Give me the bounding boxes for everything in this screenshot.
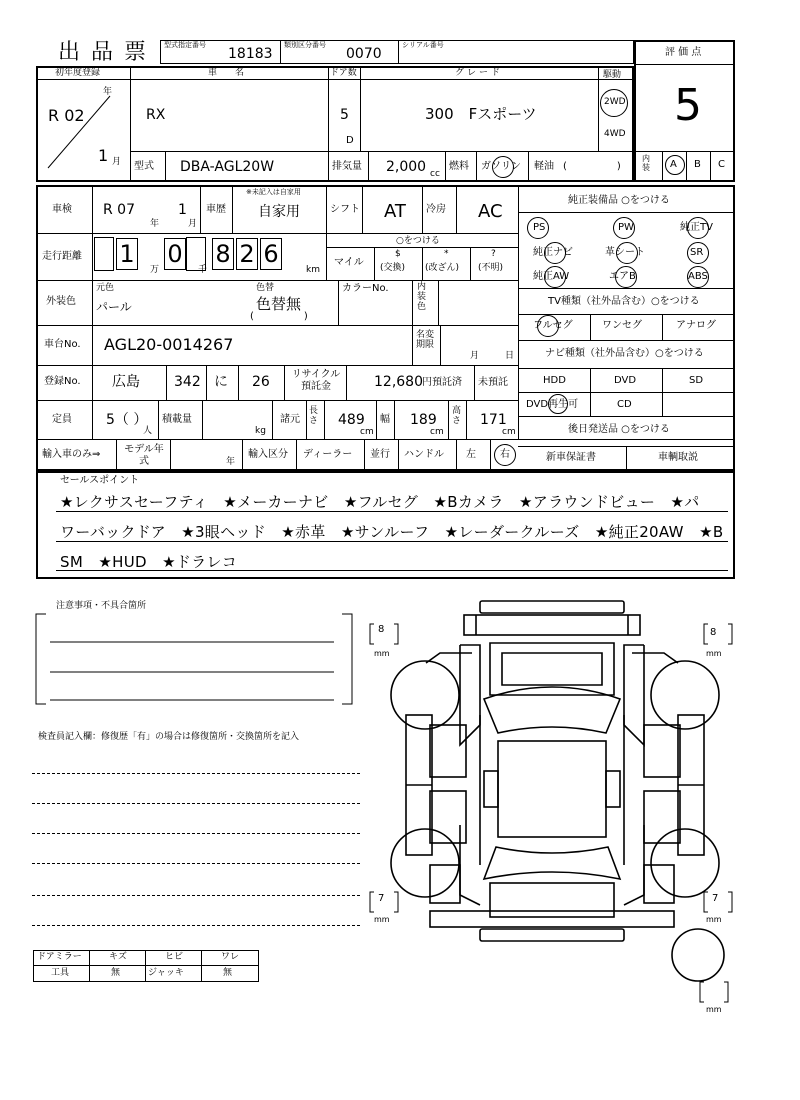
mileage-digit: 0 (164, 238, 186, 270)
inspection-year-unit: 年 (150, 219, 160, 229)
jyosei-label: 諸元 (280, 414, 300, 425)
sales-point-line: SM ★HUD ★ドラレコ (60, 553, 238, 571)
equip-aw-circle (544, 266, 566, 288)
mileage-digit: 2 (236, 238, 258, 270)
equip-pw: PW (618, 222, 634, 233)
mileage-digit: 8 (212, 238, 234, 270)
tire-front-right: 8 (710, 627, 717, 638)
equip-leather-circle (616, 242, 638, 264)
table-cell: 無 (223, 968, 233, 978)
man-unit: 万 (150, 265, 160, 275)
first-reg-year: R 02 (48, 106, 85, 125)
unknown-symbol: ? (491, 249, 496, 259)
equip-abs: ABS (688, 271, 708, 282)
model-label: 型式 (134, 161, 154, 172)
length-unit: cm (360, 427, 374, 437)
width: 189 (410, 412, 437, 428)
history: 自家用 (258, 204, 300, 220)
interior-c: C (718, 159, 725, 170)
score-label: 評 価 点 (665, 47, 702, 58)
ac: AC (478, 201, 503, 222)
handle-label: ハンドル (404, 449, 444, 460)
inspection-month: 1 (178, 202, 187, 218)
model-year-unit: 年 (226, 457, 236, 467)
reg-label: 登録No. (44, 376, 81, 387)
inspection-month-unit: 月 (188, 219, 198, 229)
fuel-paren: ( ) (563, 161, 621, 172)
displacement: 2,000 (386, 159, 427, 175)
ac-label: 冷房 (426, 204, 446, 215)
exchange-option: (交換) (380, 263, 406, 273)
reg-number: 26 (252, 374, 270, 390)
sen-unit: 千 (198, 265, 208, 275)
sales-points-label: セールスポイント (60, 475, 140, 486)
interior-label: 内装 (642, 154, 650, 172)
kg-unit: kg (255, 426, 266, 436)
navi-dvd: DVD (614, 375, 637, 386)
mileage-mark-note: ○をつける (396, 236, 440, 246)
color-change: 色替無 (256, 295, 302, 313)
table-cell: 無 (111, 968, 121, 978)
tire-front-right-unit: mm (706, 649, 722, 658)
fuel-label: 燃料 (449, 161, 469, 172)
inspector-label: 検査員記入欄：修復歴「有」の場合は修復箇所・交換箇所を記入 (38, 732, 300, 742)
history-note: ※未記入は自家用 (246, 188, 301, 196)
model-designation-label: 型式指定番号 (164, 41, 206, 49)
drive-4wd: 4WD (604, 129, 626, 139)
car-damage-diagram (380, 595, 730, 1015)
import-parallel: 並行 (370, 449, 390, 460)
tire-rear-left: 7 (378, 893, 385, 904)
grade: 300 Fスポーツ (425, 105, 537, 123)
color-change-paren: ( ) (250, 311, 308, 322)
equip-sr-circle (687, 242, 709, 264)
person-unit: 人 (143, 426, 153, 436)
capacity: 5（ ） (106, 412, 148, 428)
cc-unit: cc (430, 169, 440, 179)
color-no-label: カラーNo. (342, 283, 389, 294)
tamper-symbol: * (444, 249, 449, 259)
table-header: ヒビ (165, 952, 184, 962)
door-count: 5 (340, 107, 349, 123)
navi-dvd-play-circle (548, 394, 568, 414)
width-label: 幅 (380, 414, 390, 425)
inspection-year: R 07 (103, 202, 135, 218)
chassis-value: AGL20-0014267 (104, 335, 234, 354)
history-label: 車歴 (206, 204, 226, 215)
tv-analog: アナログ (676, 320, 716, 331)
equip-tv-circle (687, 217, 709, 239)
color-label: 外装色 (46, 296, 76, 307)
height-label: 高さ (452, 406, 462, 426)
fuel-gasoline-circle (492, 156, 514, 178)
reg-class: 342 (174, 374, 201, 390)
mileage-digit: 1 (116, 238, 138, 270)
car-name: RX (146, 107, 166, 123)
interior-b: B (694, 159, 701, 170)
caution-bracket (34, 608, 354, 710)
table-header: ドアミラー (37, 952, 82, 962)
recycle-unpaid: 未預託 (478, 377, 508, 388)
mileage-label: 走行距離 (42, 251, 82, 262)
mile-option: マイル (334, 257, 364, 268)
fuel-diesel: 軽油 (534, 161, 554, 172)
drive-2wd-circle (600, 89, 628, 117)
exchange-symbol: $ (395, 249, 401, 259)
grade-label: グレード (455, 68, 504, 78)
equip-navi: 純正ナビ (533, 247, 573, 258)
equip-leather: 革シート (605, 247, 645, 258)
tv-oneseg: ワンセグ (602, 320, 642, 331)
transfer-day-unit: 日 (505, 351, 515, 361)
followup-warranty: 新車保証書 (546, 452, 596, 463)
year-unit: 年 (103, 87, 113, 97)
score-value: 5 (674, 80, 702, 131)
table-cell: 工具 (51, 968, 70, 978)
equip-sr: SR (690, 247, 704, 258)
tire-bracket-front-right (702, 622, 742, 652)
equip-ps-circle (527, 217, 549, 239)
reg-area: 広島 (112, 374, 140, 390)
tire-rear-right: 7 (712, 893, 719, 904)
items-table (33, 950, 259, 982)
shift-label: シフト (330, 204, 360, 215)
fuel-gasoline: ガソリン (481, 161, 521, 172)
tv-title: TV種類（社外品含む）○をつける (548, 296, 700, 307)
classification-value: 0070 (346, 46, 382, 62)
tv-fullseg: フルセグ (533, 320, 573, 331)
equip-airbag-circle (615, 266, 637, 288)
recycle-amount: 12,680 (374, 374, 423, 390)
car-name-label: 車 名 (208, 68, 245, 78)
navi-dvd-play: DVD再生可 (526, 399, 579, 410)
door-suffix: D (346, 135, 354, 146)
equip-airbag: エアB (609, 271, 636, 282)
tire-bracket-front-left (368, 622, 408, 652)
inspection-label: 車検 (52, 204, 72, 215)
tire-front-left-unit: mm (374, 649, 390, 658)
tire-front-left: 8 (378, 624, 385, 635)
model: DBA-AGL20W (180, 159, 275, 175)
km-unit: km (306, 265, 320, 275)
followup-title: 後日発送品 ○をつける (568, 424, 670, 435)
first-reg-label: 初年度登録 (55, 68, 101, 78)
recycle-label: リサイクル預託金 (291, 369, 341, 392)
serial-label: シリアル番号 (402, 41, 444, 49)
handle-right: 右 (500, 449, 510, 460)
drive-2wd: 2WD (604, 97, 626, 107)
equip-abs-circle (687, 266, 709, 288)
shift: AT (384, 201, 406, 222)
equip-aw: 純正AW (533, 271, 570, 282)
month-unit: 月 (112, 157, 122, 167)
classification-label: 類別区分番号 (284, 41, 326, 49)
table-cell: ジャッキ (148, 968, 184, 978)
handle-right-circle (494, 444, 516, 466)
tire-rear-right-unit: mm (706, 915, 722, 924)
tire-rear-left-unit: mm (374, 915, 390, 924)
interior-color-label: 内装色 (417, 282, 427, 312)
tv-fullseg-circle (537, 315, 559, 337)
import-dealer: ディーラー (303, 449, 353, 460)
length: 489 (338, 412, 365, 428)
orig-color: パール (96, 300, 132, 314)
interior-a-circle (665, 155, 685, 175)
navi-cd: CD (617, 399, 632, 410)
first-reg-month: 1 (98, 146, 109, 165)
table-header: キズ (109, 952, 127, 962)
drive-label: 駆動 (603, 70, 622, 80)
model-year-label: モデル年式 (124, 444, 164, 467)
displacement-label: 排気量 (332, 161, 362, 172)
length-label: 長さ (309, 406, 319, 426)
tamper-option: (改ざん) (425, 263, 460, 273)
chassis-label: 車台No. (44, 339, 81, 350)
equipment-title: 純正装備品 ○をつける (568, 195, 670, 206)
tire-spare-unit: mm (706, 1005, 722, 1014)
followup-manual: 車輌取説 (658, 452, 698, 463)
load-label: 積載量 (162, 414, 192, 425)
capacity-label: 定員 (52, 414, 72, 425)
navi-sd: SD (689, 375, 704, 386)
transfer-month-unit: 月 (470, 351, 480, 361)
caution-label: 注意事項・不具合箇所 (56, 601, 147, 611)
sales-point-line: ★レクサスセーフティ ★メーカーナビ ★フルセグ ★Bカメラ ★アラウンドビュー ★パ (60, 493, 700, 511)
import-label: 輸入車のみ⇒ (42, 449, 101, 460)
unknown-option: (不明) (478, 263, 504, 273)
model-designation-value: 18183 (228, 46, 273, 62)
mileage-digit: 6 (260, 238, 282, 270)
height-unit: cm (502, 427, 516, 437)
import-category-label: 輸入区分 (248, 449, 288, 460)
equip-navi-circle (544, 242, 566, 264)
equip-tv: 純正TV (680, 222, 713, 233)
handle-left: 左 (466, 449, 476, 460)
table-header: ワレ (221, 952, 240, 962)
orig-color-label: 元色 (96, 283, 115, 293)
height: 171 (480, 412, 507, 428)
width-unit: cm (430, 427, 444, 437)
recycle-status: 円預託済 (422, 377, 462, 388)
navi-hdd: HDD (543, 375, 566, 386)
transfer-deadline-label: 名変期限 (416, 330, 435, 351)
sales-point-line: ワーバックドア ★3眼ヘッド ★赤革 ★サンルーフ ★レーダークルーズ ★純正20AW ★B (60, 523, 724, 541)
equip-pw-circle (613, 217, 635, 239)
form-title: 出 品 票 (58, 40, 148, 65)
color-change-label: 色替 (256, 283, 275, 293)
equip-ps: PS (533, 222, 546, 233)
interior-a: A (670, 159, 677, 170)
navi-title: ナビ種類（社外品含む）○をつける (545, 348, 704, 359)
reg-kana: に (214, 374, 228, 390)
door-label: ドア数 (330, 68, 357, 78)
